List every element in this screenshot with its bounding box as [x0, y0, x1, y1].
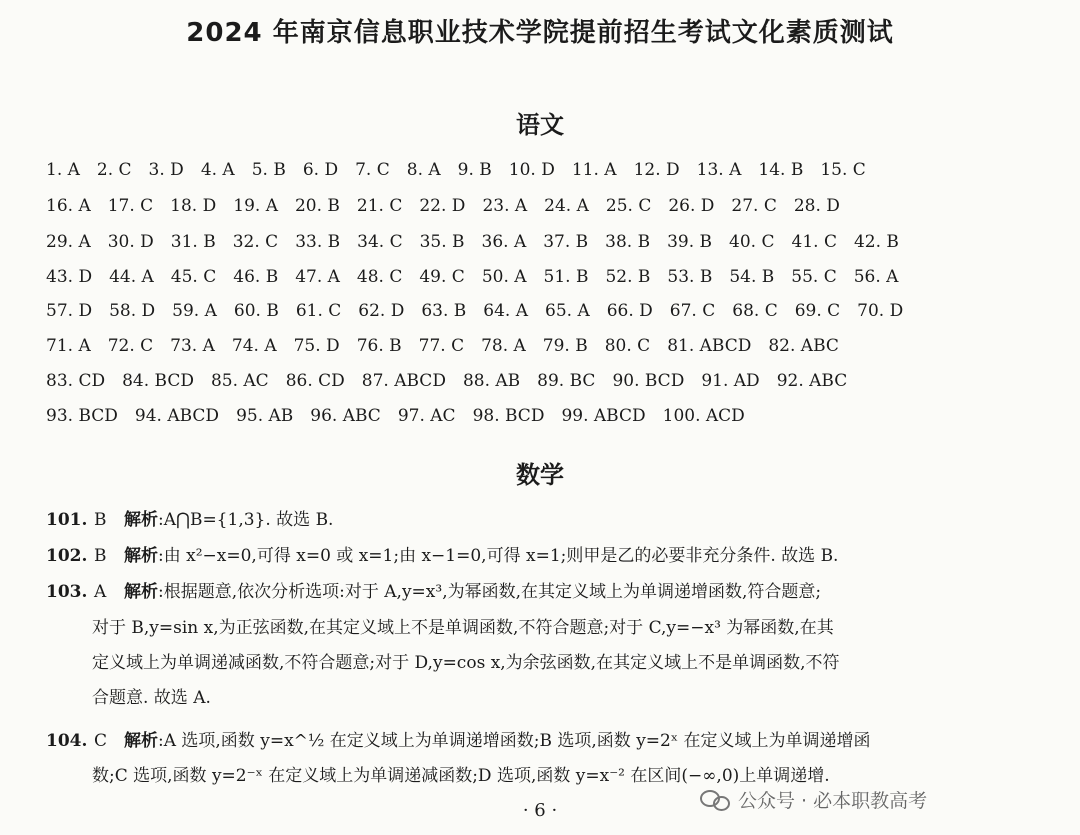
answer-item: 74. A — [231, 336, 277, 356]
solution-text: :A⋂B={1,3}. 故选 B. — [158, 510, 334, 530]
answer-item: 57. D — [46, 301, 93, 321]
answer-item: 22. D — [419, 196, 466, 216]
question-number: 104. — [46, 731, 88, 751]
answer-item: 48. C — [356, 267, 403, 287]
answer-item: 25. C — [605, 196, 652, 216]
answer-item: 44. A — [109, 267, 154, 287]
answer-item: 43. D — [46, 267, 93, 287]
answer-item: 23. A — [482, 196, 528, 216]
answer-item: 58. D — [109, 301, 156, 321]
analysis-label: 解析 — [124, 582, 158, 602]
answer-item: 14. B — [758, 160, 804, 180]
answer-letter: B — [94, 546, 107, 566]
answer-item: 94. ABCD — [134, 406, 220, 426]
page-number: · 6 · — [522, 800, 558, 821]
solution-101 — [46, 508, 1046, 532]
answer-item: 34. C — [357, 232, 403, 252]
answer-item: 39. B — [667, 232, 713, 252]
answer-item: 10. D — [508, 160, 555, 180]
answer-row — [46, 369, 1046, 393]
answer-row — [46, 334, 1046, 358]
answer-item: 86. CD — [285, 371, 345, 391]
answer-row — [46, 265, 1046, 289]
answer-item: 73. A — [170, 336, 215, 356]
answer-item: 1. A — [46, 160, 80, 180]
answer-item: 7. C — [355, 160, 390, 180]
answer-item: 55. C — [791, 267, 837, 287]
answer-item: 75. D — [293, 336, 340, 356]
solution-text: :A 选项,函数 y=x^½ 在定义域上为单调递增函数;B 选项,函数 y=2ˣ 在定义域上为单调递增函 — [158, 731, 871, 751]
answer-row — [46, 194, 1046, 218]
answer-item: 45. C — [170, 267, 217, 287]
answer-letter: C — [94, 731, 108, 751]
solution-103 — [46, 580, 1046, 604]
question-number: 103. — [46, 582, 88, 602]
answer-item: 33. B — [295, 232, 341, 252]
answer-item: 3. D — [148, 160, 184, 180]
answer-item: 49. C — [419, 267, 465, 287]
answer-item: 67. C — [669, 301, 716, 321]
answer-item: 66. D — [606, 301, 653, 321]
answer-item: 71. A — [46, 336, 91, 356]
answer-item: 29. A — [46, 232, 91, 252]
answer-item: 31. B — [170, 232, 216, 252]
answer-item: 54. B — [729, 267, 775, 287]
answer-item: 80. C — [604, 336, 651, 356]
answer-item: 18. D — [170, 196, 217, 216]
answer-item: 6. D — [302, 160, 339, 180]
answer-item: 4. A — [200, 160, 235, 180]
section-heading-math: 数学 — [516, 461, 564, 489]
answer-item: 51. B — [543, 267, 589, 287]
answer-item: 92. ABC — [776, 371, 848, 391]
answer-item: 11. A — [571, 160, 617, 180]
answer-item: 79. B — [542, 336, 588, 356]
question-number: 101. — [46, 510, 88, 530]
answer-item: 99. ABCD — [561, 406, 646, 426]
answer-item: 16. A — [46, 196, 91, 216]
answer-item: 60. B — [233, 301, 279, 321]
answer-item: 52. B — [605, 267, 651, 287]
answer-item: 78. A — [481, 336, 526, 356]
answer-item: 9. B — [457, 160, 492, 180]
answer-item: 68. C — [732, 301, 778, 321]
answer-item: 81. ABCD — [667, 336, 752, 356]
answer-row — [46, 158, 1046, 182]
answer-item: 76. B — [356, 336, 402, 356]
answer-item: 32. C — [232, 232, 279, 252]
answer-item: 59. A — [172, 301, 217, 321]
answer-item: 56. A — [853, 267, 899, 287]
answer-item: 77. C — [418, 336, 465, 356]
answer-item: 8. A — [406, 160, 441, 180]
section-heading-chinese: 语文 — [516, 111, 564, 139]
answer-item: 28. D — [793, 196, 840, 216]
analysis-label: 解析 — [124, 546, 158, 566]
answer-item: 88. AB — [462, 371, 521, 391]
solution-text: :由 x²−x=0,可得 x=0 或 x=1;由 x−1=0,可得 x=1;则甲是乙的必要非充分条件. 故选 B. — [158, 546, 839, 566]
answer-item: 46. B — [233, 267, 279, 287]
answer-item: 19. A — [233, 196, 278, 216]
answer-item: 84. BCD — [122, 371, 194, 391]
answer-item: 38. B — [605, 232, 651, 252]
solution-103-line-3: 定义域上为单调递减函数,不符合题意;对于 D,y=cos x,为余弦函数,在其定义域上不是单调函数,不符 — [92, 653, 840, 673]
answer-item: 85. AC — [210, 371, 269, 391]
answer-item: 62. D — [358, 301, 405, 321]
answer-item: 63. B — [421, 301, 467, 321]
answer-item: 13. A — [696, 160, 742, 180]
answer-item: 37. B — [543, 232, 589, 252]
analysis-label: 解析 — [124, 731, 158, 751]
answer-item: 26. D — [668, 196, 715, 216]
answer-item: 91. AD — [701, 371, 760, 391]
answer-item: 70. D — [857, 301, 904, 321]
answer-item: 15. C — [820, 160, 866, 180]
watermark-text: 公众号 · 必本职教高考 — [738, 789, 928, 812]
answer-item: 53. B — [667, 267, 713, 287]
answer-item: 95. AB — [236, 406, 294, 426]
answer-item: 27. C — [731, 196, 777, 216]
answer-item: 83. CD — [46, 371, 106, 391]
answer-item: 100. ACD — [662, 406, 745, 426]
answer-item: 40. C — [729, 232, 775, 252]
answer-item: 90. BCD — [612, 371, 685, 391]
answer-item: 17. C — [107, 196, 154, 216]
answer-item: 98. BCD — [472, 406, 545, 426]
solution-102 — [46, 544, 1046, 568]
answer-item: 96. ABC — [310, 406, 381, 426]
answer-item: 87. ABCD — [361, 371, 446, 391]
answer-item: 24. A — [544, 196, 589, 216]
solution-103-line-2: 对于 B,y=sin x,为正弦函数,在其定义域上不是单调函数,不符合题意;对于 C,y=−x³ 为幂函数,在其 — [92, 618, 834, 638]
wechat-icon — [700, 788, 730, 810]
answer-item: 65. A — [545, 301, 590, 321]
answer-item: 93. BCD — [46, 406, 118, 426]
answer-row — [46, 299, 1046, 323]
solution-103-line-4: 合题意. 故选 A. — [92, 688, 211, 708]
answer-item: 30. D — [107, 232, 154, 252]
answer-item: 21. C — [356, 196, 403, 216]
answer-item: 41. C — [791, 232, 837, 252]
answer-item: 36. A — [481, 232, 527, 252]
solution-104 — [46, 729, 1046, 753]
answer-item: 42. B — [853, 232, 899, 252]
answer-row — [46, 230, 1046, 254]
watermark — [700, 784, 1060, 814]
answer-letter: A — [94, 582, 107, 602]
answer-item: 64. A — [483, 301, 528, 321]
answer-item: 50. A — [481, 267, 527, 287]
solution-text: :根据题意,依次分析选项:对于 A,y=x³,为幂函数,在其定义域上为单调递增函数,符合题意; — [158, 582, 822, 602]
analysis-label: 解析 — [124, 510, 158, 530]
answer-item: 82. ABC — [768, 336, 839, 356]
answer-item: 5. B — [251, 160, 286, 180]
page-title: 2024 年南京信息职业技术学院提前招生考试文化素质测试 — [186, 18, 894, 48]
answer-letter: B — [94, 510, 107, 530]
answer-item: 61. C — [295, 301, 342, 321]
answer-item: 35. B — [419, 232, 465, 252]
answer-item: 72. C — [107, 336, 154, 356]
question-number: 102. — [46, 546, 88, 566]
answer-item: 97. AC — [397, 406, 456, 426]
answer-row — [46, 404, 1046, 428]
answer-item: 12. D — [633, 160, 680, 180]
answer-item: 47. A — [295, 267, 340, 287]
answer-item: 89. BC — [537, 371, 596, 391]
solution-104-line-2: 数;C 选项,函数 y=2⁻ˣ 在定义域上为单调递减函数;D 选项,函数 y=x⁻² 在区间(−∞,0)上单调递增. — [92, 766, 830, 786]
answer-item: 20. B — [294, 196, 340, 216]
answer-item: 69. C — [794, 301, 841, 321]
answer-item: 2. C — [96, 160, 132, 180]
